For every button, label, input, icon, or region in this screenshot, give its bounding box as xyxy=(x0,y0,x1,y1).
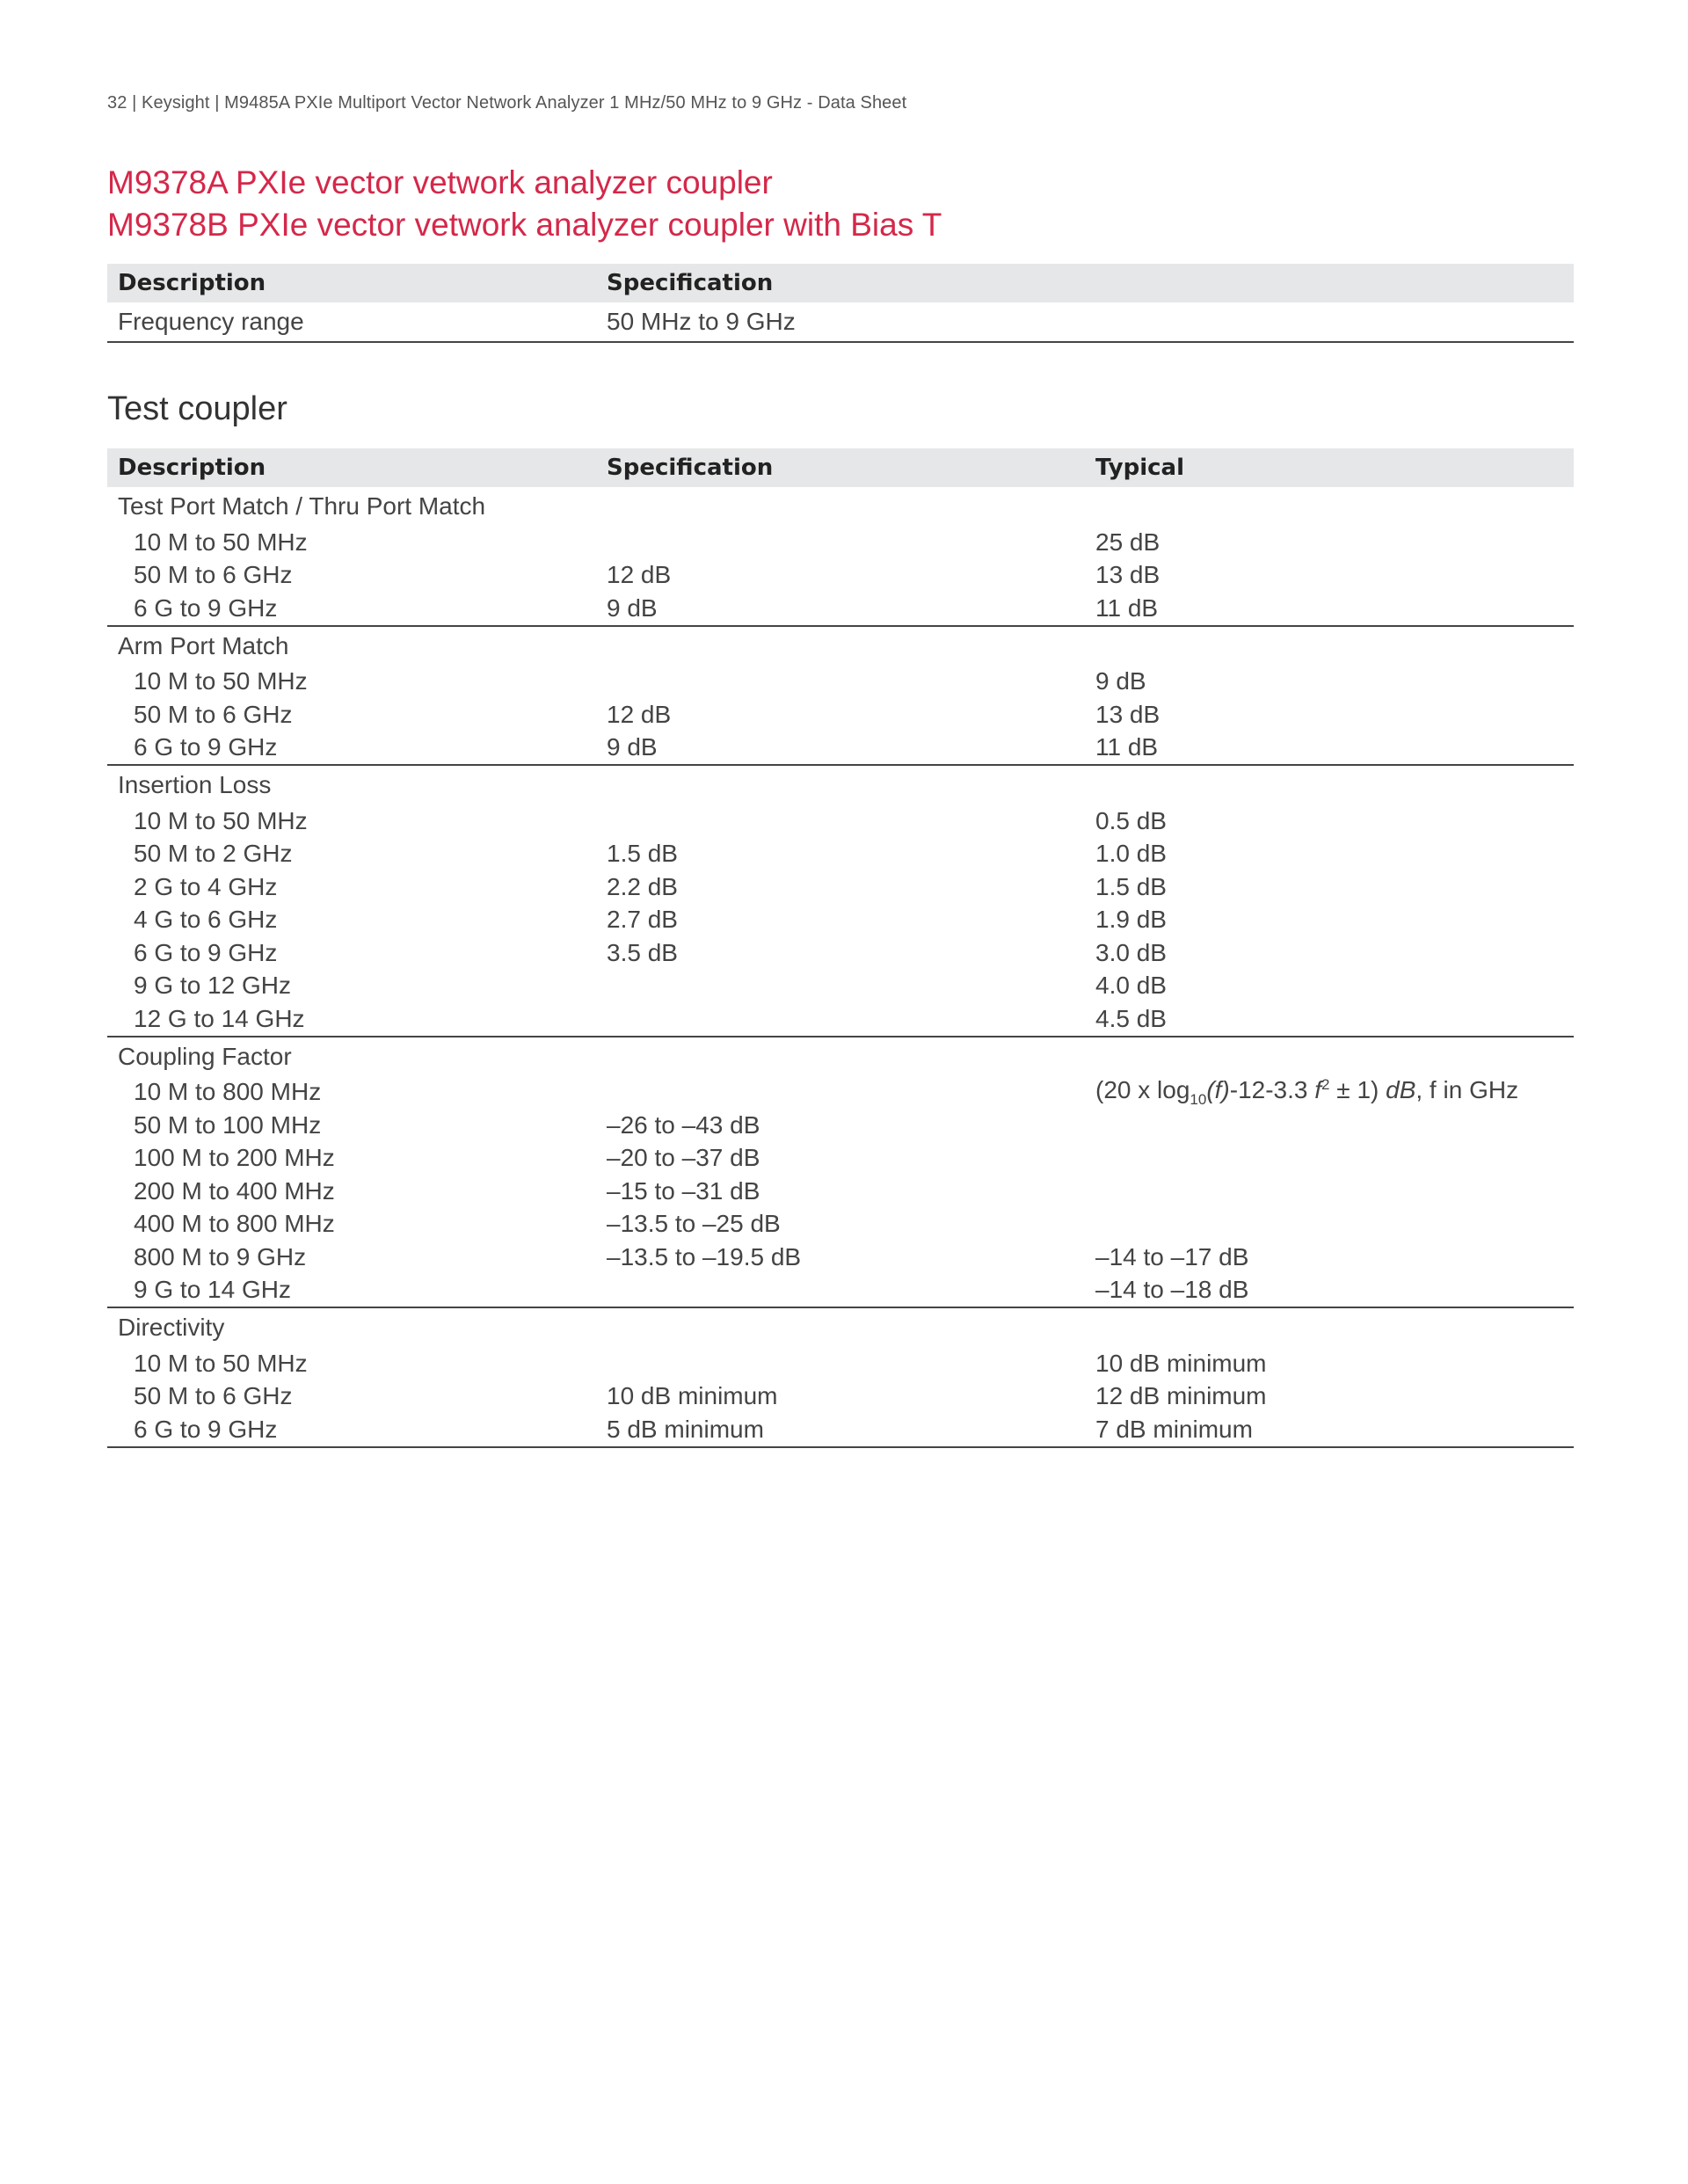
row-description: 100 M to 200 MHz xyxy=(134,1144,335,1172)
table-row xyxy=(107,838,1574,871)
test-coupler-table xyxy=(107,448,1574,1448)
table-row xyxy=(107,526,1574,559)
table-row xyxy=(107,1002,1574,1037)
coupling-factor-formula xyxy=(1085,1076,1574,1110)
table-group-row xyxy=(107,1037,1574,1076)
table-row xyxy=(107,1347,1574,1380)
row-specification: –13.5 to –25 dB xyxy=(607,1210,781,1238)
row-description: 50 M to 6 GHz xyxy=(134,561,293,589)
row-description: 50 M to 100 MHz xyxy=(134,1110,322,1139)
row-typical: 1.0 dB xyxy=(1095,840,1167,868)
row-typical: 9 dB xyxy=(1095,667,1146,695)
row-typical: 4.0 dB xyxy=(1095,972,1167,1000)
row-description: 10 M to 50 MHz xyxy=(134,806,308,834)
table-row xyxy=(107,559,1574,593)
table-row xyxy=(107,1142,1574,1176)
row-description: 9 G to 14 GHz xyxy=(107,1274,596,1308)
page-header: 32 | Keysight | M9485A PXIe Multiport Vector Network Analyzer 1 MHz/50 MHz to 9 GHz - Data Sheet xyxy=(107,93,907,113)
group-label: Coupling Factor xyxy=(118,1042,292,1070)
table-group-row xyxy=(107,1307,1574,1347)
column-header-description: Description xyxy=(107,264,596,302)
row-description: 6 G to 9 GHz xyxy=(107,1413,596,1447)
table-header-row xyxy=(107,264,1574,302)
group-label: Test Port Match / Thru Port Match xyxy=(118,492,486,520)
row-description: Frequency range xyxy=(107,302,596,342)
row-description: 200 M to 400 MHz xyxy=(134,1176,335,1205)
row-specification: –26 to –43 dB xyxy=(607,1110,760,1139)
row-specification: 50 MHz to 9 GHz xyxy=(596,302,1574,342)
row-description: 10 M to 50 MHz xyxy=(134,528,308,556)
row-typical: 1.5 dB xyxy=(1095,872,1167,900)
table-row xyxy=(107,1274,1574,1308)
formula-part: 10 xyxy=(1190,1090,1207,1108)
row-typical: 4.5 dB xyxy=(1085,1002,1574,1037)
row-description: 10 M to 50 MHz xyxy=(134,1349,308,1377)
row-description: 50 M to 6 GHz xyxy=(134,700,293,728)
formula-part: dB xyxy=(1386,1075,1416,1103)
row-specification xyxy=(596,666,1085,699)
row-typical xyxy=(1085,1109,1574,1142)
row-description: 50 M to 6 GHz xyxy=(134,1382,293,1410)
section-title-line-2: M9378B PXIe vector vetwork analyzer coupler with Bias T xyxy=(107,207,942,243)
row-description: 50 M to 2 GHz xyxy=(134,840,293,868)
table-row xyxy=(107,1208,1574,1241)
table-row xyxy=(107,936,1574,970)
row-typical: 3.0 dB xyxy=(1095,938,1167,966)
row-typical: 7 dB minimum xyxy=(1085,1413,1574,1447)
row-specification: 1.5 dB xyxy=(607,840,678,868)
formula-part: ± 1) xyxy=(1329,1075,1386,1103)
row-specification: –20 to –37 dB xyxy=(607,1144,760,1172)
table-row xyxy=(107,302,1574,342)
table-row xyxy=(107,1175,1574,1208)
formula-part: -12-3.3 xyxy=(1229,1075,1315,1103)
row-description: 9 G to 12 GHz xyxy=(134,972,291,1000)
row-typical xyxy=(1085,1208,1574,1241)
row-specification: –15 to –31 dB xyxy=(607,1176,760,1205)
row-description: 4 G to 6 GHz xyxy=(134,906,278,934)
table-group-row xyxy=(107,765,1574,804)
row-description: 6 G to 9 GHz xyxy=(107,732,596,766)
table-row xyxy=(107,904,1574,937)
row-specification: 10 dB minimum xyxy=(607,1382,778,1410)
row-specification: 2.2 dB xyxy=(607,872,678,900)
subsection-title: Test coupler xyxy=(107,390,287,427)
formula-part: , f in GHz xyxy=(1415,1075,1519,1103)
table-row xyxy=(107,870,1574,904)
row-typical: 11 dB xyxy=(1085,732,1574,766)
row-typical xyxy=(1085,1142,1574,1176)
table-group-row xyxy=(107,487,1574,526)
table-row xyxy=(107,1241,1574,1274)
row-typical: 13 dB xyxy=(1095,700,1160,728)
table-row xyxy=(107,592,1574,626)
table-row xyxy=(107,1076,1574,1110)
table-header-row xyxy=(107,448,1574,487)
row-specification: 9 dB xyxy=(596,592,1085,626)
row-description: 12 G to 14 GHz xyxy=(107,1002,596,1037)
row-specification xyxy=(596,970,1085,1003)
column-header-specification: Specification xyxy=(596,448,1085,487)
row-description: 6 G to 9 GHz xyxy=(134,938,278,966)
table-row xyxy=(107,666,1574,699)
table-row xyxy=(107,1413,1574,1447)
row-typical: –14 to –18 dB xyxy=(1085,1274,1574,1308)
row-typical: 1.9 dB xyxy=(1095,906,1167,934)
row-typical: 25 dB xyxy=(1095,528,1160,556)
table-row xyxy=(107,698,1574,732)
row-specification xyxy=(596,1002,1085,1037)
formula-part: (20 x log xyxy=(1095,1075,1190,1103)
formula-part: 2 xyxy=(1321,1075,1330,1093)
row-specification: 9 dB xyxy=(596,732,1085,766)
group-label: Arm Port Match xyxy=(118,631,289,659)
row-specification xyxy=(596,804,1085,838)
table-row xyxy=(107,1109,1574,1142)
row-specification: 12 dB xyxy=(607,700,672,728)
row-specification: 12 dB xyxy=(607,561,672,589)
row-typical xyxy=(1085,1175,1574,1208)
table-group-row xyxy=(107,626,1574,666)
table-row xyxy=(107,970,1574,1003)
table-row xyxy=(107,732,1574,766)
row-description: 6 G to 9 GHz xyxy=(107,592,596,626)
column-header-specification: Specification xyxy=(596,264,1574,302)
row-specification: –13.5 to –19.5 dB xyxy=(607,1242,802,1270)
row-typical: 10 dB minimum xyxy=(1095,1349,1267,1377)
row-description: 400 M to 800 MHz xyxy=(134,1210,335,1238)
table-row xyxy=(107,804,1574,838)
row-specification: 2.7 dB xyxy=(607,906,678,934)
group-label: Insertion Loss xyxy=(118,771,272,798)
row-specification xyxy=(596,1274,1085,1308)
formula-part: (f) xyxy=(1206,1075,1230,1103)
row-description: 800 M to 9 GHz xyxy=(134,1242,307,1270)
frequency-range-table xyxy=(107,264,1574,343)
row-specification xyxy=(596,1347,1085,1380)
section-title xyxy=(107,162,942,246)
row-description: 10 M to 50 MHz xyxy=(134,667,308,695)
row-specification: 5 dB minimum xyxy=(596,1413,1085,1447)
table-row xyxy=(107,1380,1574,1414)
row-description: 2 G to 4 GHz xyxy=(134,872,278,900)
column-header-description: Description xyxy=(107,448,596,487)
row-typical: 13 dB xyxy=(1095,561,1160,589)
row-typical: 12 dB minimum xyxy=(1095,1382,1267,1410)
row-specification: 3.5 dB xyxy=(607,938,678,966)
row-specification xyxy=(596,1076,1085,1110)
formula-part: f xyxy=(1314,1075,1322,1103)
section-title-line-1: M9378A PXIe vector vetwork analyzer coupler xyxy=(107,164,773,200)
row-specification xyxy=(596,526,1085,559)
row-typical: 11 dB xyxy=(1085,592,1574,626)
row-description: 10 M to 800 MHz xyxy=(134,1078,322,1106)
row-typical: –14 to –17 dB xyxy=(1095,1242,1249,1270)
row-typical: 0.5 dB xyxy=(1095,806,1167,834)
group-label: Directivity xyxy=(118,1314,225,1341)
column-header-typical: Typical xyxy=(1085,448,1574,487)
